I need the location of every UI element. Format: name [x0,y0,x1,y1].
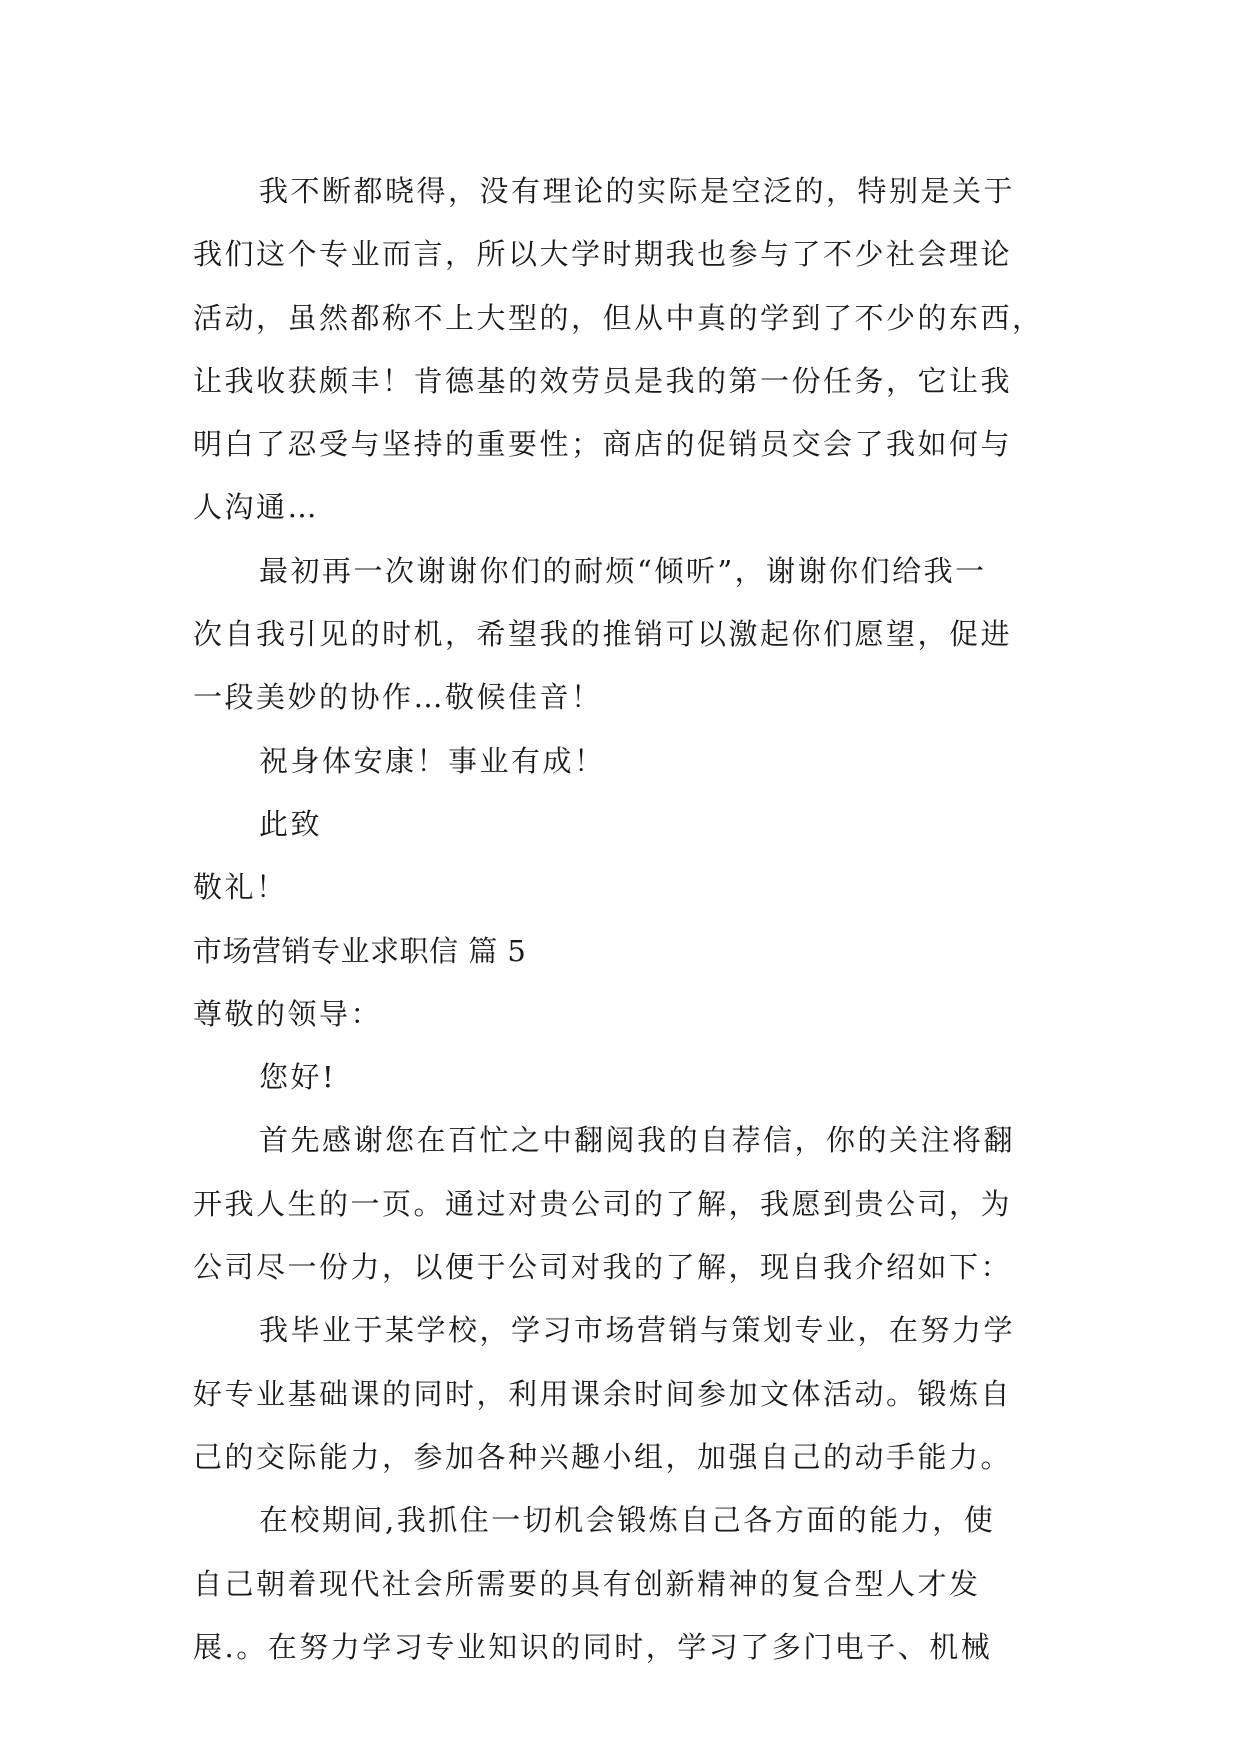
text-line: 活动，虽然都称不上大型的，但从中真的学到了不少的东西， [193,300,1044,335]
text-line: 此致 [259,806,323,841]
text-line: 次自我引见的时机，希望我的推销可以激起你们愿望，促进 [193,617,1013,652]
text-line: 己的交际能力，参加各种兴趣小组，加强自己的动手能力。 [193,1439,1013,1474]
text-line: 公司尽一份力，以便于公司对我的了解，现自我介绍如下： [193,1250,1013,1285]
text-line: 在校期间,我抓住一切机会锻炼自己各方面的能力，使 [259,1503,996,1538]
text-line: 首先感谢您在百忙之中翻阅我的自荐信，你的关注将翻 [259,1123,1016,1158]
text-line: 一段美妙的协作…敬候佳音！ [193,680,603,715]
text-line: 我们这个专业而言，所以大学时期我也参与了不少社会理论 [193,237,1013,272]
text-line: 人沟通… [193,490,320,525]
text-line: 明白了忍受与坚持的重要性；商店的促销员交会了我如何与 [193,427,1013,462]
text-line: 我毕业于某学校，学习市场营销与策划专业，在努力学 [259,1313,1016,1348]
text-line: 好专业基础课的同时，利用课余时间参加文体活动。锻炼自 [193,1376,1013,1411]
text-line: 祝身体安康！事业有成！ [259,743,606,778]
text-line: 敬礼！ [193,870,288,905]
letter-body [193,160,1053,1679]
text-line: 开我人生的一页。通过对贵公司的了解，我愿到贵公司，为 [193,1186,1013,1221]
text-line: 最初再一次谢谢你们的耐烦“倾听”，谢谢你们给我一 [259,553,987,588]
text-line: 尊敬的领导： [193,996,383,1031]
text-line: 让我收获颇丰！肯德基的效劳员是我的第一份任务，它让我 [193,363,1013,398]
text-line: 市场营销专业求职信 篇 5 [193,933,527,968]
text-line: 您好! [259,1060,337,1095]
text-line: 自己朝着现代社会所需要的具有创新精神的复合型人才发 [193,1566,981,1601]
text-line: 我不断都晓得，没有理论的实际是空泛的，特别是关于 [259,174,1016,208]
text-line: 展.。在努力学习专业知识的同时，学习了多门电子、机械 [193,1629,993,1664]
